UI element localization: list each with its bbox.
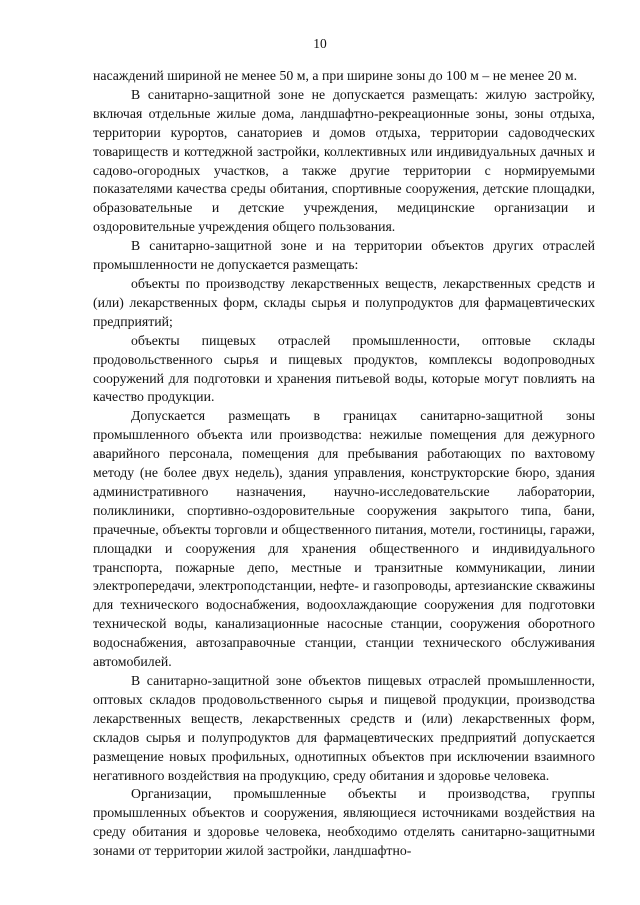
paragraph-allowed-in-zone: Допускается размещать в границах санитарно-защитной зоны промышленного объекта или производства: нежилые помещения для дежурного аварийного персонала, помещения для пребывания работающих по вахтовому методу (не более двух недель), здания управления, конструкторские бюро, здания административного назначения, научно-исследовательские лаборатории, поликлиники, спортивно-оздоровительные сооружения закрытого типа, бани, прачечные, объекты торговли и общественного питания, мотели, гостиницы, гаражи, площадки и сооружения для хранения общественного и индивидуального транспорта, пожарные депо, местные и транзитные коммуникации, линии электропередачи, электроподстанции, нефте- и газопроводы, артезианские скважины для технического водоснабжения, водоохлаждающие сооружения для подготовки технической воды, канализационные насосные станции, сооружения оборотного водоснабжения, автозаправочные станции, станции технического обслуживания автомобилей. [93,408,595,670]
paragraph-continuation: насаждений шириной не менее 50 м, а при ширине зоны до 100 м – не менее 20 м. [93,68,578,83]
paragraph-other-industries-intro: В санитарно-защитной зоне и на территории объектов других отраслей промышленности не допускается размещать: [93,238,595,273]
paragraph-food-objects: объекты пищевых отраслей промышленности, оптовые склады продовольственного сырья и пищевых продуктов, комплексы водопроводных сооружений для подготовки и хранения питьевой воды, которые могут повлиять на качество продукции. [93,332,595,405]
paragraph-food-pharma-zone: В санитарно-защитной зоне объектов пищевых отраслей промышленности, оптовых складов продовольственного сырья и пищевой продукции, производства лекарственных веществ, лекарственных средств и (или) лекарственных форм, складов сырья и полупродуктов для фармацевтических предприятий допускается размещение новых профильных, однотипных объектов при исключении взаимного негативного воздействия на продукцию, среду обитания и здоровье человека. [93,673,595,783]
body-text [93,67,595,861]
paragraph-organizations: Организации, промышленные объекты и производства, группы промышленных объектов и сооружения, являющиеся источниками воздействия на среду обитания и здоровье человека, необходимо отделять санитарно-защитными зонами от территории жилой застройки, ландшафтно- [93,786,595,859]
page-number: 10 [313,36,327,51]
paragraph-pharma-objects: объекты по производству лекарственных веществ, лекарственных средств и (или) лекарственных форм, склады сырья и полупродуктов для фармацевтических предприятий; [93,275,595,329]
paragraph-prohibited-in-zone: В санитарно-защитной зоне не допускается размещать: жилую застройку, включая отдельные жилые дома, ландшафтно-рекреационные зоны, зоны отдыха, территории курортов, санаториев и домов отдыха, территории садоводческих товариществ и коттеджной застройки, коллективных или индивидуальных дачных и садово-огородных участков, а также другие территории с нормируемыми показателями качества среды обитания, спортивные сооружения, детские площадки, образовательные и детские учреждения, медицинские организации и оздоровительные учреждения общего пользования. [93,86,595,235]
